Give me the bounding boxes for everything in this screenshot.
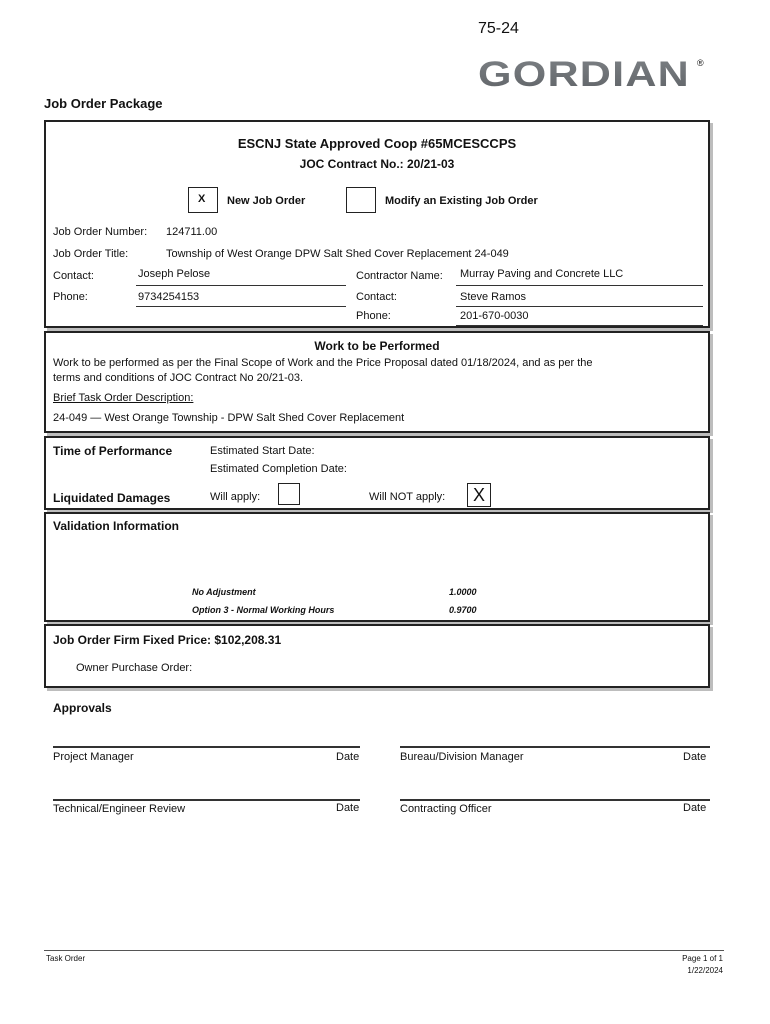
contractor-contact-label: Contact:	[356, 291, 397, 303]
contractor-name-label: Contractor Name:	[356, 270, 443, 282]
registered-mark: ®	[697, 58, 704, 68]
validation-row-label: Option 3 - Normal Working Hours	[192, 605, 335, 615]
bureau-manager-signature-line[interactable]	[400, 746, 710, 748]
project-manager-label: Project Manager	[53, 751, 134, 763]
phone-label: Phone:	[53, 291, 88, 303]
bureau-manager-label: Bureau/Division Manager	[400, 751, 524, 763]
will-apply-checkbox[interactable]	[278, 483, 300, 505]
work-description-line1: Work to be performed as per the Final Scope of Work and the Price Proposal dated 01/18/2024, and as per the	[53, 357, 593, 369]
job-order-number-label: Job Order Number:	[53, 226, 148, 238]
modify-job-order-checkbox[interactable]	[346, 187, 376, 213]
document-number: 75-24	[478, 20, 519, 37]
project-manager-date-label: Date	[336, 751, 360, 763]
validation-row-value: 1.0000	[449, 587, 477, 597]
contracting-officer-label: Contracting Officer	[400, 803, 492, 815]
brief-description-label: Brief Task Order Description:	[53, 392, 194, 404]
will-apply-label: Will apply:	[210, 491, 261, 503]
new-job-order-label: New Job Order	[227, 195, 306, 207]
new-job-order-mark: X	[198, 193, 206, 205]
time-of-performance-heading: Time of Performance	[53, 444, 173, 458]
brief-description: 24-049 — West Orange Township - DPW Salt Shed Cover Replacement	[53, 412, 405, 424]
contractor-phone: 201-670-0030	[460, 310, 529, 322]
footer-left: Task Order	[46, 954, 86, 963]
will-not-apply-checkbox[interactable]	[467, 483, 491, 507]
contractor-phone-label: Phone:	[356, 310, 391, 322]
work-heading: Work to be Performed	[314, 339, 440, 353]
coop-title: ESCNJ State Approved Coop #65MCESCCPS	[237, 136, 517, 151]
footer-divider	[44, 950, 724, 951]
technical-review-label: Technical/Engineer Review	[53, 803, 186, 815]
contractor-name-underline	[456, 285, 703, 286]
validation-row-value: 0.9700	[449, 605, 477, 615]
liquidated-damages-heading: Liquidated Damages	[53, 491, 171, 505]
project-manager-signature-line[interactable]	[53, 746, 360, 748]
start-date-label: Estimated Start Date:	[210, 445, 315, 457]
logo-text: GORDIAN	[478, 55, 690, 94]
will-not-apply-label: Will NOT apply:	[369, 491, 446, 503]
gordian-logo-graphic	[478, 55, 708, 95]
completion-date-label: Estimated Completion Date:	[210, 463, 347, 475]
will-not-apply-mark: X	[473, 485, 486, 505]
bureau-manager-date-label: Date	[683, 751, 707, 763]
approvals-heading: Approvals	[53, 701, 112, 715]
job-order-number: 124711.00	[166, 226, 218, 238]
contractor-contact: Steve Ramos	[460, 291, 527, 303]
technical-review-signature-line[interactable]	[53, 799, 360, 801]
contractor-phone-underline	[456, 325, 703, 326]
firm-fixed-price: Job Order Firm Fixed Price: $102,208.31	[53, 633, 282, 647]
contact-underline	[136, 285, 346, 286]
package-title: Job Order Package	[44, 96, 163, 111]
footer-page: Page 1 of 1	[682, 954, 723, 963]
contact-label: Contact:	[53, 270, 94, 282]
new-job-order-checkbox[interactable]	[188, 187, 218, 213]
phone-underline	[136, 306, 346, 307]
phone-number: 9734254153	[138, 291, 200, 303]
gordian-logo	[478, 55, 708, 95]
contracting-officer-date-label: Date	[683, 802, 707, 814]
owner-purchase-order-label: Owner Purchase Order:	[76, 662, 193, 674]
footer-date: 1/22/2024	[687, 966, 723, 975]
contact-name: Joseph Pelose	[138, 268, 211, 280]
validation-heading: Validation Information	[53, 519, 180, 533]
joc-contract-number: JOC Contract No.: 20/21-03	[299, 157, 455, 171]
technical-review-date-label: Date	[336, 802, 360, 814]
contractor-name: Murray Paving and Concrete LLC	[460, 268, 624, 280]
job-order-title-label: Job Order Title:	[53, 248, 129, 260]
work-description-line2: terms and conditions of JOC Contract No 20/21-03.	[53, 372, 304, 384]
modify-job-order-label: Modify an Existing Job Order	[385, 195, 538, 207]
job-order-title: Township of West Orange DPW Salt Shed Cover Replacement 24-049	[166, 248, 509, 260]
contractor-contact-underline	[456, 306, 703, 307]
contracting-officer-signature-line[interactable]	[400, 799, 710, 801]
validation-row-label: No Adjustment	[192, 587, 256, 597]
